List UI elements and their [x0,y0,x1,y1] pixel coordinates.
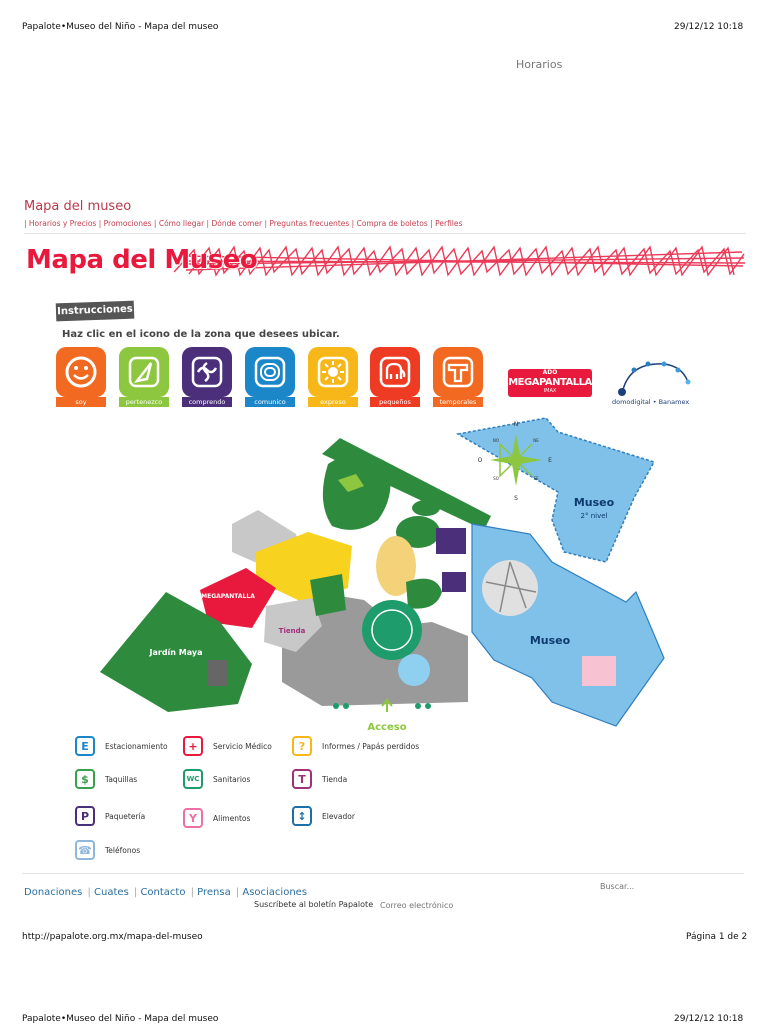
footer-divider [22,873,744,874]
elephant-icon [370,347,420,397]
zone-label: pequeños [370,397,420,407]
acceso-label: Acceso [367,722,407,733]
museo-area[interactable] [472,524,664,726]
zone-soy-button[interactable] [56,347,106,407]
zone-expreso-button[interactable] [308,347,358,407]
shop-icon: T [292,769,312,789]
zone-comunico-button[interactable] [245,347,295,407]
museo2-sub-label: 2° nivel [580,512,608,520]
svg-text:E: E [548,457,552,464]
jardin-maya-label: Jardín Maya [149,648,203,657]
parking-icon: E [75,736,95,756]
fingerprint-icon [245,347,295,397]
page-banner [24,244,746,278]
zone-comprendo-button[interactable] [182,347,232,407]
svg-text:O: O [477,457,483,464]
food-icon: Y [183,808,203,828]
sublink-como-llegar[interactable]: Cómo llegar [158,219,205,228]
print-header-datetime: 29/12/12 10:18 [674,22,744,32]
footer-link-asociaciones[interactable]: Asociaciones [242,887,308,898]
legend-label: Elevador [322,811,355,821]
sublink-promociones[interactable]: Promociones [103,219,152,228]
sublink-perfiles[interactable]: Perfiles [435,219,463,228]
megapantalla-logo[interactable]: ADO MEGAPANTALLA IMAX [508,369,592,397]
legend-item-alimentos [183,808,250,828]
zone-label: temporales [433,397,483,407]
svg-text:NE: NE [533,438,539,443]
print-header-2-title: Papalote•Museo del Niño - Mapa del museo [22,1014,219,1024]
central-circle-area[interactable] [362,600,422,660]
package-icon: P [75,806,95,826]
puzzle-icon [182,347,232,397]
sublink-donde-comer[interactable]: Dónde comer [211,219,263,228]
legend-item-taquillas [75,769,137,789]
newsletter-label: Suscríbete al boletín Papalote [254,900,374,909]
zone-label: soy [56,397,106,407]
print-footer-page: Página 1 de 2 [686,932,748,942]
legend-label: Estacionamiento [105,741,168,751]
garden-north-area[interactable] [323,453,391,529]
sublink-preguntas[interactable]: Preguntas frecuentes [269,219,350,228]
face-icon [56,347,106,397]
print-header-title: Papalote•Museo del Niño - Mapa del museo [22,22,219,32]
legend-item-tienda [292,769,347,789]
footer-link-contacto[interactable]: Contacto [140,887,186,898]
leaf-icon [119,347,169,397]
legend-item-servicio-medico [183,736,272,756]
dome-arc-graphic [604,358,700,398]
museum-map[interactable] [96,412,676,742]
legend-label: Alimentos [213,813,251,823]
nav-horarios-link[interactable]: Horarios [516,58,563,71]
sublinks-bar: | Horarios y Precios | Promociones | Cómo llegar | Dónde comer | Preguntas frecuentes | Compra de boletos | Perfiles [24,219,463,228]
zone-pertenezco-button[interactable] [119,347,169,407]
museo-label: Museo [529,634,571,647]
divider [24,233,746,234]
phone-icon: ☎ [75,840,95,860]
zone-temporales-button[interactable] [433,347,483,407]
legend-label: Servicio Médico [213,741,272,751]
print-footer-url: http://papalote.org.mx/mapa-del-museo [22,932,203,942]
svg-text:SE: SE [533,476,539,481]
footer-link-prensa[interactable]: Prensa [197,887,231,898]
zone-label: expreso [308,397,358,407]
instructions-text: Haz clic en el icono de la zona que desees ubicar. [62,329,340,340]
medical-icon: + [183,736,203,756]
banner-title: Mapa del Museo [26,245,258,275]
legend-item-estacionamiento [75,736,168,756]
sun-icon [308,347,358,397]
zone-label: pertenezco [119,397,169,407]
legend-label: Paquetería [105,811,146,821]
page-title: Mapa del museo [24,199,132,214]
legend-item-informes [292,736,419,756]
legend-label: Informes / Papás perdidos [322,741,420,751]
zone-pequenos-button[interactable] [370,347,420,407]
sublink-compra-boletos[interactable]: Compra de boletos [356,219,428,228]
legend-item-paqueteria [75,806,145,826]
svg-text:S: S [514,495,518,502]
info-icon: ? [292,736,312,756]
legend-item-sanitarios [183,769,250,789]
search-input[interactable] [600,878,740,894]
legend-item-telefonos [75,840,140,860]
legend-label: Tienda [322,774,348,784]
legend-label: Sanitarios [213,774,251,784]
print-header-2-datetime: 29/12/12 10:18 [674,1014,744,1024]
zone-label: comprendo [182,397,232,407]
hammer-icon [433,347,483,397]
museo2-label: Museo [573,496,615,509]
svg-text:SO: SO [493,476,499,481]
legend-label: Taquillas [105,774,138,784]
instructions-label: Instrucciones [56,301,135,322]
svg-text:N: N [513,421,519,428]
legend-label: Teléfonos [105,845,141,855]
footer-link-donaciones[interactable]: Donaciones [24,887,83,898]
newsletter-email-input[interactable] [380,898,500,912]
ticket-icon: $ [75,769,95,789]
domo-digital-logo[interactable]: domodigital • Banamex [604,358,700,406]
svg-text:NO: NO [492,438,500,443]
footer-links: Donaciones | Cuates | Contacto | Prensa | Asociaciones [24,887,308,898]
restroom-icon: WC [183,769,203,789]
comprendo-zone-area[interactable] [436,528,466,554]
footer-link-cuates[interactable]: Cuates [94,887,129,898]
megapantalla-map-label: MEGAPANTALLA [201,593,255,600]
tienda-map-label: Tienda [278,627,306,635]
elevator-icon: ↕ [292,806,312,826]
legend-item-elevador [292,806,355,826]
zone-label: comunico [245,397,295,407]
sublink-horarios[interactable]: Horarios y Precios [28,219,97,228]
